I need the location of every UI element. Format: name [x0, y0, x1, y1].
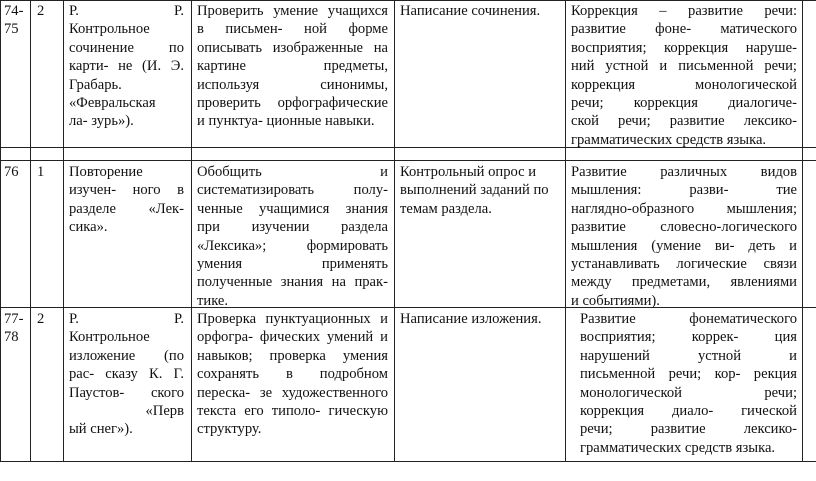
- correction-line: и событиями).: [571, 292, 660, 309]
- topic-line: Паустов- ского: [69, 384, 184, 401]
- lesson-number-line: 76: [4, 164, 19, 180]
- goals-cell: [197, 2, 388, 131]
- correction-line: нарушений устной и: [580, 347, 797, 364]
- activity-cell: [400, 310, 560, 328]
- activity-line: Написание сочинения.: [400, 3, 541, 19]
- goals-line: навыков; проверка умения: [197, 347, 388, 364]
- activity-line: темам раздела.: [400, 200, 492, 217]
- table-border-left: [0, 0, 1, 462]
- table-column-divider: [63, 0, 64, 462]
- correction-line: речи; развитие лексико-: [580, 421, 797, 438]
- lesson-number-cell: [4, 2, 30, 39]
- goals-line: Обобщить и: [197, 164, 388, 180]
- topic-line: Р. Р.: [69, 3, 184, 19]
- correction-line: развитие фоне- матического: [571, 21, 797, 38]
- goals-cell: [197, 163, 388, 310]
- topic-line: карти- не (И. Э.: [69, 58, 184, 75]
- hours-cell: [37, 310, 61, 328]
- goals-line: Проверка пунктуационных и: [197, 311, 388, 327]
- correction-line: восприятия; коррек- ция: [580, 329, 797, 346]
- table-column-divider: [565, 0, 566, 462]
- table-border-right: [802, 0, 803, 462]
- goals-line: описывать изображенные на: [197, 39, 388, 56]
- correction-line: грамматических средств языка.: [571, 131, 767, 148]
- hours-value: 2: [37, 3, 45, 19]
- lesson-number-cell: [4, 310, 30, 347]
- lesson-number-line: 78: [4, 329, 19, 346]
- topic-line: изложение (по: [69, 347, 184, 364]
- topic-line: рас- сказу К. Г.: [69, 366, 184, 383]
- goals-line: «Лексика»; формировать: [197, 237, 388, 254]
- correction-line: ской речи; развитие лексико-: [571, 113, 797, 130]
- goals-line: тике.: [197, 292, 229, 309]
- lesson-number-line: 75: [4, 21, 19, 38]
- topic-line: ла- зурь»).: [69, 113, 134, 130]
- lesson-number-cell: [4, 163, 30, 181]
- lesson-number-line: 74-: [4, 3, 24, 19]
- correction-line: Развитие фонематического: [580, 311, 797, 327]
- lesson-number-line: 77-: [4, 311, 24, 327]
- correction-line: коррекция монологической: [571, 76, 797, 93]
- goals-line: ченные учащимися знания: [197, 200, 388, 217]
- hours-value: 2: [37, 311, 45, 327]
- topic-cell: [69, 310, 184, 439]
- correction-line: письменной речи; кор- рекция: [580, 366, 797, 383]
- correction-line: мышления: разви- тие: [571, 182, 797, 199]
- topic-cell: [69, 2, 184, 131]
- topic-line: сика».: [69, 219, 108, 236]
- topic-line: «Февральская: [69, 94, 156, 111]
- topic-line: изучен- ного в: [69, 182, 184, 199]
- correction-line: речи; коррекция диалогиче-: [571, 94, 797, 111]
- activity-cell: [400, 2, 560, 20]
- table-column-divider: [191, 0, 192, 462]
- hours-value: 1: [37, 164, 45, 180]
- topic-line: Контрольное: [69, 329, 150, 346]
- hours-cell: [37, 163, 61, 181]
- correction-line: коррекция диало- гической: [580, 402, 797, 419]
- activity-line: Контрольный опрос и: [400, 164, 537, 180]
- correction-line: наглядно-образного мышления;: [571, 200, 797, 217]
- table-column-divider: [30, 0, 31, 462]
- correction-line: устанавливать логические связи: [571, 255, 797, 272]
- correction-line: мышления (умение ви- деть и: [571, 237, 797, 254]
- topic-line: Контрольное: [69, 21, 150, 38]
- topic-line: ый снег»).: [69, 421, 133, 438]
- topic-line: сочинение по: [69, 39, 184, 56]
- correction-line: Развитие различных видов: [571, 164, 797, 180]
- goals-line: в письмен- ной форме: [197, 21, 388, 38]
- goals-line: Проверить умение учащихся: [197, 3, 388, 19]
- goals-line: картине предметы,: [197, 58, 388, 75]
- topic-line: Повторение: [69, 164, 143, 180]
- table-column-divider: [394, 0, 395, 462]
- correction-line: развитие словесно-логического: [571, 219, 797, 236]
- correction-line: монологической речи;: [580, 384, 797, 401]
- topic-line: разделе «Лек-: [69, 200, 184, 217]
- goals-line: при изучении раздела: [197, 219, 388, 236]
- table-row-divider: [0, 160, 816, 161]
- activity-cell: [400, 163, 560, 218]
- activity-line: выполнений заданий по: [400, 182, 549, 199]
- goals-line: переска- зе художественного: [197, 384, 388, 401]
- correction-line: восприятия; коррекция наруше-: [571, 39, 797, 56]
- topic-line: «Перв: [145, 402, 184, 419]
- topic-cell: [69, 163, 184, 237]
- correction-line: ний устной и письменной речи;: [571, 58, 797, 75]
- correction-cell: [571, 163, 797, 310]
- correction-line: между предметами, явлениями: [571, 274, 797, 291]
- topic-line: Грабарь.: [69, 76, 122, 93]
- topic-line: Р. Р.: [69, 311, 184, 327]
- goals-line: полученные знания на прак-: [197, 274, 388, 291]
- goals-line: орфогра- фических умений и: [197, 329, 388, 346]
- goals-line: проверить орфографические: [197, 94, 388, 111]
- correction-cell: [580, 310, 797, 457]
- goals-line: и пунктуа- ционные навыки.: [197, 113, 375, 130]
- goals-line: структуру.: [197, 421, 262, 438]
- goals-line: умения применять: [197, 255, 388, 272]
- table-border-top: [0, 0, 816, 1]
- goals-line: используя синонимы,: [197, 76, 388, 93]
- table-border-bottom: [0, 461, 816, 462]
- activity-line: Написание изложения.: [400, 311, 542, 327]
- goals-line: сохранять в подробном: [197, 366, 388, 383]
- hours-cell: [37, 2, 61, 20]
- correction-line: грамматических средств языка.: [580, 439, 776, 456]
- goals-line: текста его типоло- гическую: [197, 402, 388, 419]
- goals-cell: [197, 310, 388, 439]
- goals-line: систематизировать полу-: [197, 182, 388, 199]
- correction-cell: [571, 2, 797, 149]
- correction-line: Коррекция – развитие речи:: [571, 3, 797, 19]
